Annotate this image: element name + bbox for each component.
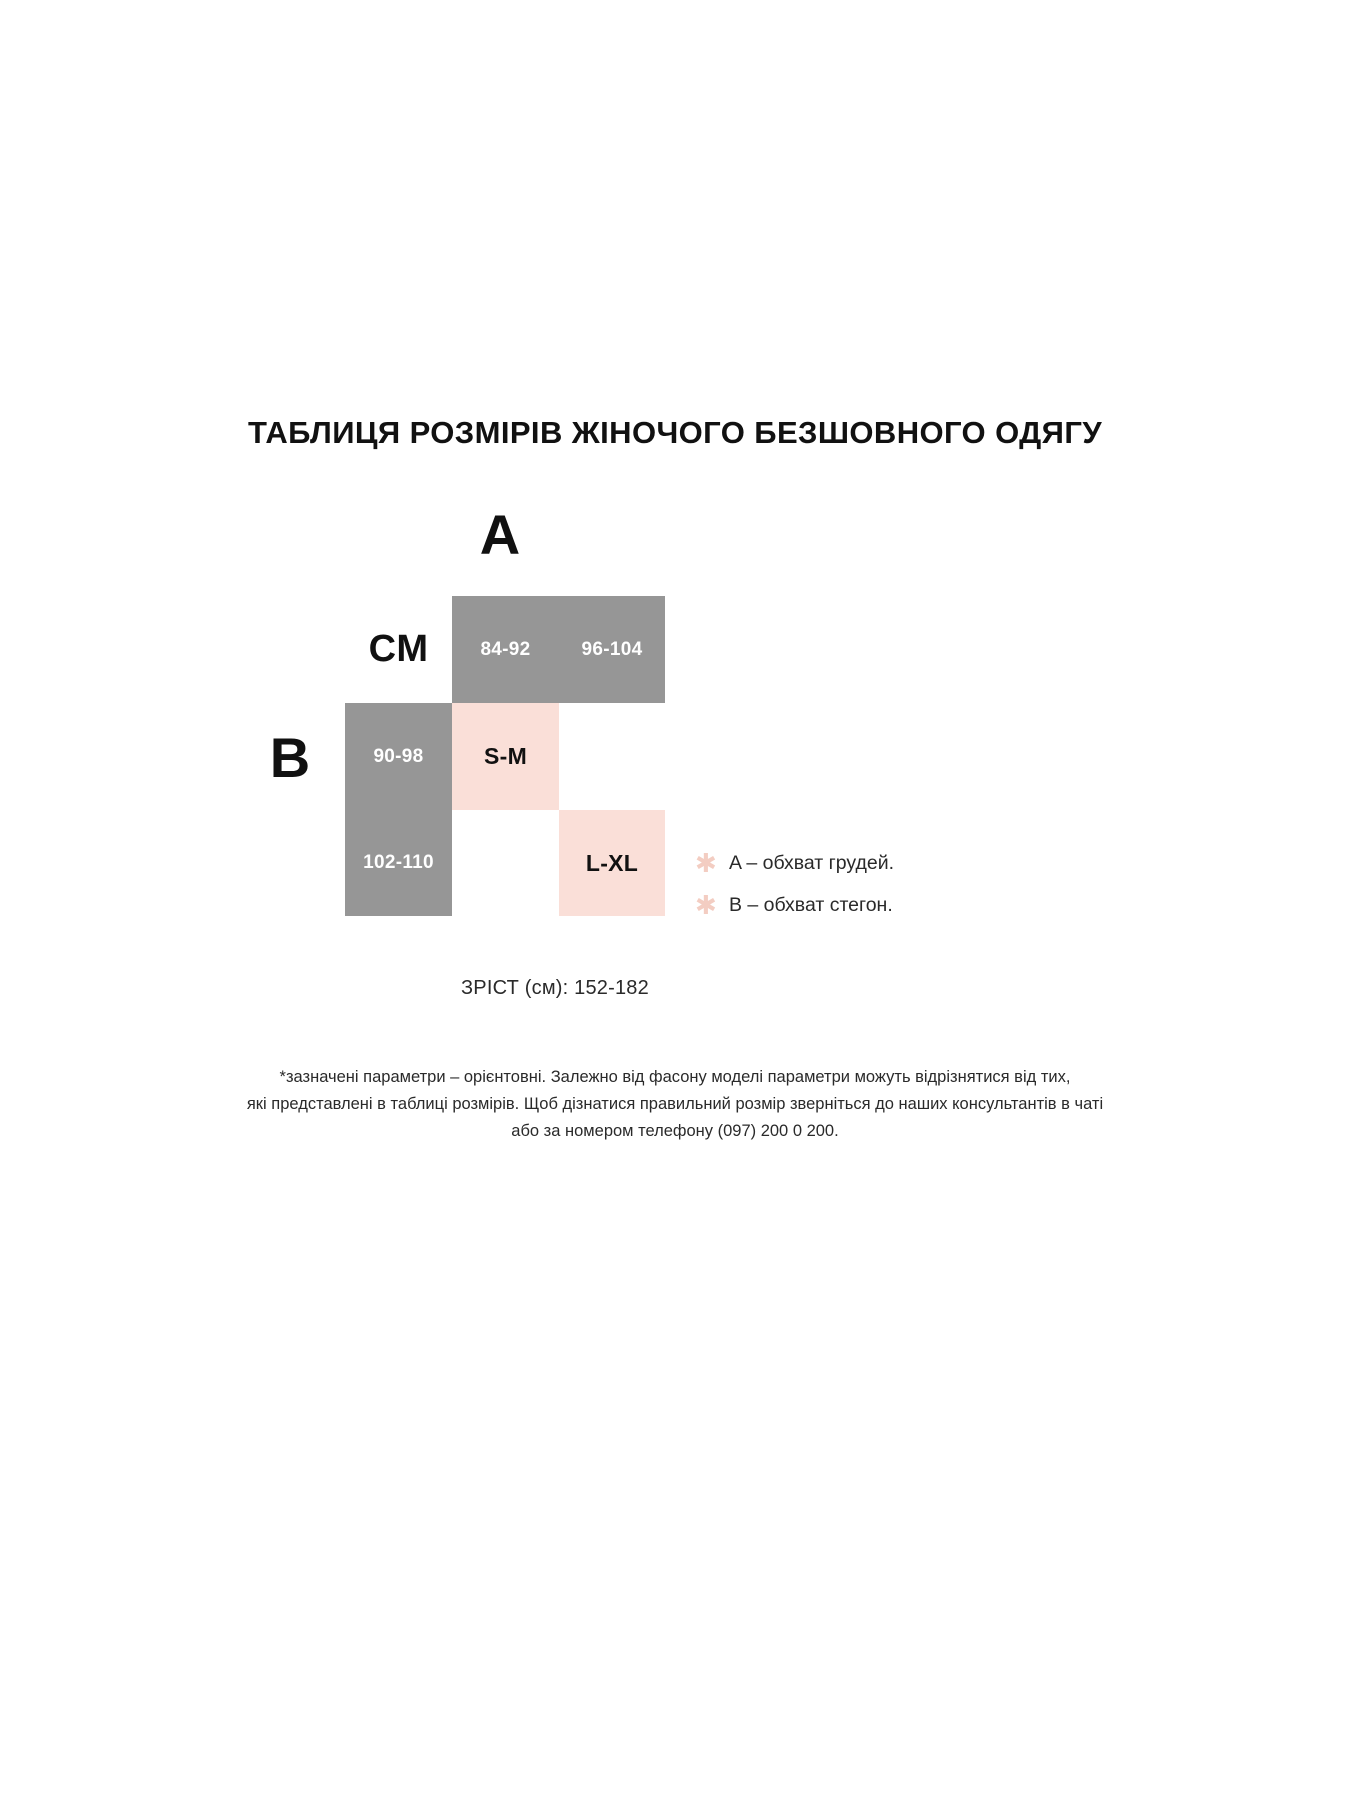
size-cell-s-m: S-M (452, 703, 559, 810)
legend-item-b-label: B – обхват стегон. (729, 893, 893, 916)
column-header-chest-1: 84-92 (452, 596, 559, 703)
size-cell-empty-1 (559, 703, 665, 810)
page-title: ТАБЛИЦЯ РОЗМІРІВ ЖІНОЧОГО БЕЗШОВНОГО ОДЯГУ (247, 415, 1103, 450)
size-cell-empty-2 (452, 810, 559, 916)
footnote-line-3: або за номером телефону (097) 200 0 200. (511, 1122, 839, 1140)
row-header-hips-2: 102-110 (345, 810, 452, 916)
legend-item-a (695, 842, 1095, 884)
footnote-line-1: *зазначені параметри – орієнтовні. Залежно від фасону моделі параметри можуть відрізнятися від тих, (279, 1068, 1071, 1086)
asterisk-icon: ✱ (695, 890, 717, 920)
legend-item-a-label: A – обхват грудей. (729, 851, 895, 874)
column-header-chest-2: 96-104 (559, 596, 665, 703)
asterisk-icon: ✱ (695, 848, 717, 878)
axis-label-b: B (269, 726, 311, 789)
footnote (110, 1064, 1240, 1145)
footnote-line-2: які представлені в таблиці розмірів. Щоб дізнатися правильний розмір зверніться до наших консультантів в чаті (246, 1095, 1104, 1113)
legend-item-b (695, 884, 1095, 926)
legend (695, 842, 1095, 926)
size-cell-l-xl: L-XL (559, 810, 665, 916)
row-header-hips-1: 90-98 (345, 703, 452, 810)
axis-label-a: A (479, 503, 521, 566)
size-matrix-table (345, 596, 665, 916)
table-corner-unit-label: CM (345, 596, 452, 703)
height-range-label: ЗРІСТ (см): 152-182 (461, 977, 649, 999)
